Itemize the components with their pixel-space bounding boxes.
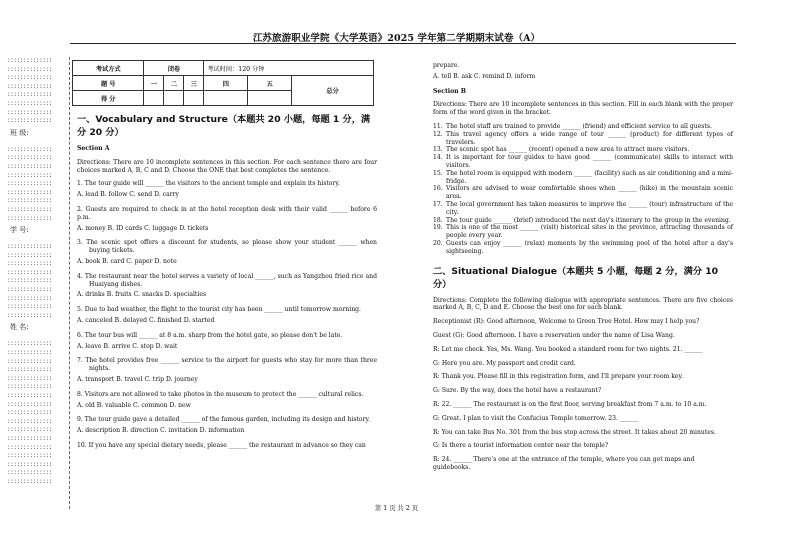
left-column bbox=[77, 113, 377, 453]
question-number-label: 题 号 bbox=[73, 76, 144, 91]
dialogue-line: Guest (G): Good afternoon. I have a reservation under the name of Lisa Wang. bbox=[433, 331, 675, 339]
question-9: 9. The tour guide gave a detailed ______ of the famous garden, including its design and history. bbox=[77, 416, 371, 424]
question-5: 5. Due to bad weather, the flight to the tourist city has been ______ until tomorrow morning. bbox=[77, 306, 361, 314]
fill-text: The tour guide ______ (brief) introduced the next day's itinerary to the group in the evening. bbox=[446, 216, 731, 224]
dotted-line: :::::::::::::: :::::::::::::: :::::::::::::: :::::::::::::: :::::::::::::: :::::::::::::: :::::::::::::: :::::::::::::: :::::::::::::: :::::::::::::: :::::::::::::: :::::::::::::: :::::::::::::: :::::::::::::: :::::::::::::: :::::::::::::: :::::::::::::: bbox=[7, 340, 52, 485]
dialogue-line: R: You can take Bus No. 301 from the bus stop across the street. It takes about 20 minutes. bbox=[433, 428, 716, 436]
score-cell bbox=[144, 91, 164, 106]
question-8: 8. Visitors are not allowed to take photos in the museum to protect the ______ cultural relics. bbox=[77, 390, 364, 398]
fill-item bbox=[433, 123, 733, 131]
fill-text: The local government has taken measures to improve the ______ (tour) infrastructure of the city. bbox=[446, 200, 733, 216]
question-10-start: 10. If you have any special dietary needs, please ______ the restaurant in advance so they can bbox=[77, 441, 366, 449]
fill-text: The hotel staff are trained to provide ______ (friend) and efficient service to all guests. bbox=[446, 122, 712, 130]
fill-text: It is important for tour guides to have good ______ (communicate) skills to interact with visitors. bbox=[446, 154, 733, 169]
fill-number: 14. bbox=[433, 154, 443, 162]
options-4: A. drinks B. fruits C. snacks D. specialties bbox=[77, 291, 207, 299]
exam-format-label: 考试方式 bbox=[73, 61, 144, 76]
section2-directions: Directions: Complete the following dialogue with appropriate sentences. There are five choices marked A, B, C, D and E. Choose the best one for each blank. bbox=[433, 296, 733, 312]
options-9: A. description B. direction C. invitation D. information bbox=[77, 427, 245, 435]
question-col-1: 一 bbox=[144, 76, 164, 91]
dialogue-line: G: Great. I plan to visit the Confucius Temple tomorrow. 23. ______ bbox=[433, 414, 639, 422]
dialogue-line: G: Here you are. My passport and credit card. bbox=[433, 359, 576, 367]
question-col-3: 三 bbox=[184, 76, 204, 91]
fill-number: 11. bbox=[433, 122, 443, 130]
question-col-4: 四 bbox=[204, 76, 248, 91]
dialogue-line: R: 22. ______ The restaurant is on the first floor, serving breakfast from 7 a.m. to 10 a.m. bbox=[433, 400, 707, 408]
section1-title: 一、Vocabulary and Structure（本题共 20 小题，每题 1 分，满分 20 分） bbox=[77, 114, 371, 138]
student-id-label: 学 号: bbox=[10, 226, 29, 235]
fill-item bbox=[433, 170, 733, 186]
page-footer: 第 1 页 共 2 页 bbox=[374, 505, 419, 512]
fill-text: Visitors are advised to wear comfortable shoes when ______ (hike) in the mountain scenic area. bbox=[446, 185, 733, 201]
fill-item bbox=[433, 217, 733, 225]
fill-number: 17. bbox=[433, 200, 443, 208]
section2-title: 二、Situational Dialogue（本题共 5 小题，每题 2 分，满分 10 分） bbox=[433, 265, 719, 290]
dialogue-line: R: 24. ______ There's one at the entrance of the temple, where you can get maps and guidebooks. bbox=[433, 456, 695, 471]
title-rule bbox=[70, 43, 736, 44]
fill-text: This travel agency offers a wide range of tour ______ (product) for different types of travelers. bbox=[446, 130, 733, 146]
exam-title: 江苏旅游职业学院《大学英语》2025 学年第二学期期末试卷（A） bbox=[252, 33, 541, 44]
score-cell bbox=[204, 91, 248, 106]
fill-item bbox=[433, 201, 733, 217]
dotted-line: :::::::::::::: :::::::::::::: :::::::::::::: :::::::::::::: :::::::::::::: :::::::::::::: :::::::::::::: :::::::::::::: bbox=[7, 57, 52, 125]
fill-text: Guests can enjoy ______ (relax) moments by the swimming pool of the hotel after a day's sightseeing. bbox=[446, 239, 733, 255]
fill-item bbox=[433, 154, 733, 170]
question-2: 2. Guests are required to check in at the hotel reception desk with their valid ______ before 6 p.m. bbox=[77, 205, 377, 221]
exam-time: 考试时间：120 分钟 bbox=[204, 61, 374, 76]
question-3: 3. The scenic spot offers a discount for students, so please show your student ______ when buying tickets. bbox=[77, 239, 377, 255]
binding-cut-line bbox=[69, 57, 70, 509]
score-row-label: 得 分 bbox=[73, 91, 144, 106]
fill-text: The hotel room is equipped with modern ______ (facility) such as air conditioning and a mini-fridge. bbox=[446, 169, 733, 185]
binding-strip bbox=[7, 57, 69, 509]
right-column bbox=[433, 62, 733, 478]
dialogue-line: G: Is there a tourist information center near the temple? bbox=[433, 442, 609, 450]
fill-item bbox=[433, 146, 733, 154]
question-6: 6. The tour bus will ______ at 8 a.m. sharp from the hotel gate, so please don't be late. bbox=[77, 331, 343, 339]
fill-item bbox=[433, 131, 733, 147]
section-b-label: Section B bbox=[433, 87, 466, 95]
total-score-label: 总分 bbox=[292, 76, 374, 106]
score-cell bbox=[248, 91, 292, 106]
fill-text: This is one of the most ______ (visit) historical sites in the province, attracting thousands of people every year. bbox=[446, 224, 733, 240]
fill-number: 19. bbox=[433, 224, 443, 232]
fill-item bbox=[433, 240, 733, 256]
score-table bbox=[72, 60, 374, 106]
options-5: A. canceled B. delayed C. finished D. started bbox=[77, 316, 215, 324]
question-1: 1. The tour guide will ______ the visitors to the ancient temple and explain its history. bbox=[77, 180, 340, 188]
dialogue-line: R: Let me check. Yes, Ms. Wang. You booked a standard room for two nights. 21. ______ bbox=[433, 345, 703, 353]
options-10: A. tell B. ask C. remind D. inform bbox=[433, 72, 536, 80]
options-8: A. old B. valuable C. common D. new bbox=[77, 401, 191, 409]
class-label: 班 级: bbox=[10, 128, 29, 137]
section-b-directions: Directions: There are 10 incomplete sentences in this section. Fill in each blank with the proper form of the word given in the bracket. bbox=[433, 101, 733, 117]
score-cell bbox=[184, 91, 204, 106]
fill-number: 13. bbox=[433, 146, 443, 154]
options-1: A. lead B. follow C. send D. carry bbox=[77, 191, 179, 199]
fill-number: 20. bbox=[433, 239, 443, 247]
fill-number: 12. bbox=[433, 130, 443, 138]
dialogue-line: Receptionist (R): Good afternoon, Welcome to Green Tree Hotel. How may I help you? bbox=[433, 318, 700, 326]
name-label: 姓 名: bbox=[10, 323, 29, 332]
dotted-line: :::::::::::::: :::::::::::::: :::::::::::::: :::::::::::::: :::::::::::::: :::::::::::::: :::::::::::::: :::::::::::::: :::::::::::::: bbox=[7, 243, 52, 319]
dialogue-line: G: Sure. By the way, does the hotel have a restaurant? bbox=[433, 387, 602, 395]
options-7: A. transport B. travel C. trip D. journey bbox=[77, 375, 198, 383]
dotted-line: :::::::::::::: :::::::::::::: :::::::::::::: :::::::::::::: :::::::::::::: :::::::::::::: :::::::::::::: :::::::::::::: :::::::::::::: bbox=[7, 145, 52, 222]
section-a-directions: Directions: There are 10 incomplete sentences in this section. For each sentence there are four choices marked A, B, C and D. Choose the ONE that best completes the sentence. bbox=[77, 158, 377, 174]
exam-format-value: 闭卷 bbox=[144, 61, 204, 76]
options-2: A. money B. ID cards C. luggage D. tickets bbox=[77, 224, 209, 232]
fill-number: 16. bbox=[433, 185, 443, 193]
question-4: 4. The restaurant near the hotel serves a variety of local ______, such as Yangzhou fried rice and Huaiyang dishes. bbox=[77, 272, 377, 288]
options-6: A. leave B. arrive C. stop D. wait bbox=[77, 342, 178, 350]
score-cell bbox=[164, 91, 184, 106]
fill-item bbox=[433, 185, 733, 201]
question-col-5: 五 bbox=[248, 76, 292, 91]
fill-number: 15. bbox=[433, 169, 443, 177]
question-col-2: 二 bbox=[164, 76, 184, 91]
options-3: A. book B. card C. paper D. note bbox=[77, 257, 177, 265]
fill-text: The scenic spot has ______ (recent) opened a new area to attract more visitors. bbox=[446, 146, 690, 154]
dialogue-line: R: Thank you. Please fill in this registration form, and I'll prepare your room key. bbox=[433, 373, 684, 381]
fill-item bbox=[433, 224, 733, 240]
question-10-end: prepare. bbox=[433, 62, 460, 69]
section-a-label: Section A bbox=[77, 145, 110, 152]
fill-number: 18. bbox=[433, 216, 443, 224]
question-7: 7. The hotel provides free ______ service to the airport for guests who stay for more than three nights. bbox=[77, 357, 377, 373]
